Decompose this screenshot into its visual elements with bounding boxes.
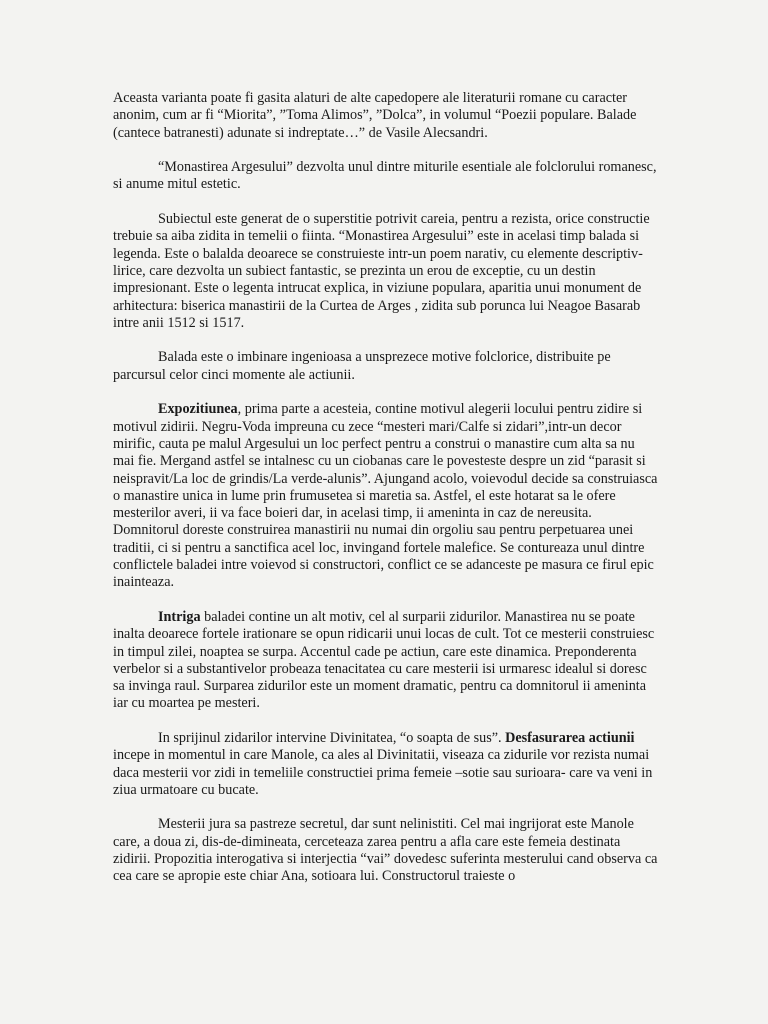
paragraph-text: In sprijinul zidarilor intervine Divinitatea, “o soapta de sus”. — [158, 729, 506, 746]
paragraph-text: incepe in momentul in care Manole, ca ales al Divinitatii, viseaza ca zidurile vor rezista numai daca mesterii vor zidi in temeliile constructiei prima femeie –sotie sau surioara- care va veni in ziua urmatoare cu bucate. — [113, 747, 653, 798]
paragraph-text: Balada este o imbinare ingenioasa a unsprezece motive folclorice, distribuite pe parcursul celor cinci momente ale actiunii. — [113, 349, 611, 383]
paragraph-text: Aceasta varianta poate fi gasita alaturi de alte capedopere ale literaturii romane cu caracter anonim, cum ar fi “Miorita”, ”Toma Alimos”, ”Dolca”, in volumul “Poezii populare. Balade (cantece batranesti) adunate si indreptate…” de Vasile Alecsandri. — [113, 90, 637, 141]
bold-term: Desfasurarea actiunii — [505, 729, 635, 746]
paragraph-text: Mesterii jura sa pastreze secretul, dar sunt nelinistiti. Cel mai ingrijorat este Manole care, a doua zi, dis-de-dimineata, cerceteaza zarea pentru a afla care este femeia destinata zidirii. Propozitia interogativa si interjectia “vai” dovedesc suferinta mesterului cand observa ca cea care se apropie este chiar Ana, sotioara lui. Constructorul traieste o — [113, 816, 658, 885]
bold-term: Expozitiunea — [158, 401, 238, 418]
paragraph — [113, 159, 659, 194]
paragraph — [113, 816, 659, 885]
paragraph — [113, 609, 659, 713]
paragraph — [113, 401, 659, 591]
paragraph-text: baladei contine un alt motiv, cel al surparii zidurilor. Manastirea nu se poate inalta deoarece fortele irationare se opun ridicarii unui locas de cult. Tot ce mesterii construiesc in timpul zilei, noaptea se surpa. Accentul cade pe actiun, care este dinamica. Preponderenta verbelor si a substantivelor probeaza tenacitatea cu care mesterii isi urmaresc idealul si doresc sa invinga raul. Surparea zidurilor este un moment dramatic, pentru ca domnitorul ii ameninta iar cu moartea pe mesteri. — [113, 608, 655, 712]
paragraph — [113, 730, 659, 799]
paragraph — [113, 349, 659, 384]
paragraph-text: , prima parte a acesteia, contine motivul alegerii locului pentru zidire si motivul zidirii. Negru-Voda impreuna cu zece “mesteri mari/Calfe si zidari”,intr-un decor mirific, cauta pe malul Argesului un loc perfect pentru a construi o manastire cum alta sa nu mai fie. Mergand astfel se intalnesc cu un ciobanas care le povesteste despre un zid “parasit si neispravit/La loc de grindis/La verde-alunis”. Ajungand acolo, voievodul decide sa construiasca o manastire unica in lume prin frumusetea si maretia sa. Astfel, el este hotarat sa le ofere mesterilor averi, ii va face boieri dar, in acelasi timp, ii ameninta in caz de nereusita. Domnitorul doreste construirea manastirii nu numai din orgoliu sau pentru perpetuarea unei traditii, ci si pentru a sanctifica acel loc, invingand fortele malefice. Se contureaza unul dintre conflictele baladei intre voievod si constructori, conflict ce se adanceste pe masura ce firul epic inainteaza. — [113, 401, 658, 591]
paragraph — [113, 211, 659, 332]
paragraph — [113, 90, 659, 142]
document-body — [113, 90, 659, 903]
paragraph-text: Subiectul este generat de o superstitie potrivit careia, pentru a rezista, orice constructie trebuie sa aiba zidita in temelii o fiinta. “Monastirea Argesului” este in acelasi timp balada si legenda. Este o balalda deoarece se construieste intr-un poem narativ, cu elemente descriptiv-lirice, care dezvolta un subiect fantastic, se prezinta un erou de exceptie, cu un destin impresionant. Este o legenta intrucat explica, in viziune populara, aparitia unui monument de arhitectura: biserica manastirii de la Curtea de Arges , zidita sub porunca lui Neagoe Basarab intre anii 1512 si 1517. — [113, 211, 650, 331]
paragraph-text: “Monastirea Argesului” dezvolta unul dintre miturile esentiale ale folclorului romanesc, si anume mitul estetic. — [113, 159, 657, 193]
bold-term: Intriga — [158, 608, 201, 625]
